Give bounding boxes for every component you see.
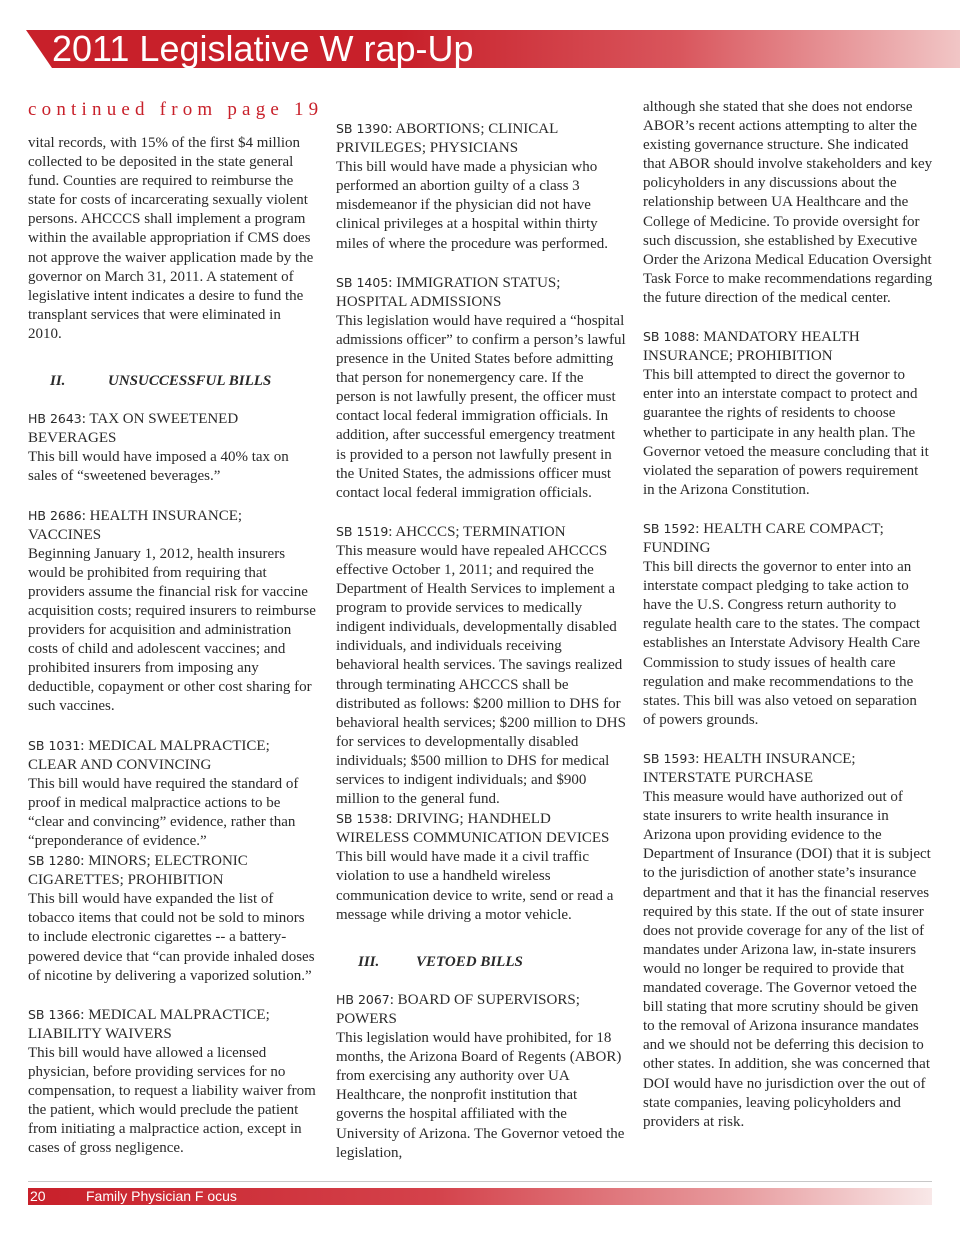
intro-paragraph: although she stated that she does not endorse ABOR’s recent actions attempting to alter the existing governance structure. She indicated that ABOR should involve stakeholders and key policyholders in any discussions about the relationship between UA Healthcare and the College of Medicine. To provide oversight for such discussion, she established by Executive Order the Arizona Medical Education Oversight Task Force to make recommendations regarding the future direction of the medical center. bbox=[643, 99, 933, 306]
bill-heading bbox=[336, 522, 626, 542]
bill-heading bbox=[643, 327, 933, 366]
bill-body: This measure would have repealed AHCCCS effective October 1, 2011; and required the Department of Health Services to implement a program to provide services to medically indigent individuals, developmentally disabled individuals, and individuals receiving behavioral health services. The savings realized through terminating AHCCCS shall be distributed as follows: $200 million to DHS for behavioral health services; $200 million to DHS for services to developmentally disabled individuals; $500 million to DHS for medical services to indigent individuals; and $900 million to the general fund. bbox=[336, 542, 626, 808]
page-title: 2011 Legislative W rap-Up bbox=[52, 28, 474, 69]
bill-heading bbox=[643, 519, 933, 558]
bill-heading bbox=[28, 1005, 318, 1044]
bill-title: : BOARD OF SUPERVISORS; POWERS bbox=[336, 991, 580, 1027]
bill-heading bbox=[336, 273, 626, 312]
bill-body: This legislation would have prohibited, for 18 months, the Arizona Board of Regents (ABOR) from exercising any authority over UA Healthcare, the nonprofit institution that governs the hospital affiliated with the University of Arizona. The Governor vetoed the legislation, bbox=[336, 1030, 625, 1161]
bill-entry bbox=[643, 327, 933, 500]
bill-code: SB 1280 bbox=[28, 853, 81, 869]
continued-paragraph bbox=[643, 98, 933, 308]
bill-body: This legislation would have required a “hospital admissions officer” to confirm a person’s lawful presence in the United States before admitting that person for nonemergency care. If the person is not lawfully present, the officer must contact local federal immigration officials. In addition, after successful emergency treatment is provided to a person not lawfully present in the United States, the admissions officer must contact local federal immigration officials. bbox=[336, 312, 626, 501]
section-title: VETOED BILLS bbox=[416, 953, 523, 970]
section-heading-unsuccessful bbox=[50, 372, 318, 391]
bill-title: : MANDATORY HEALTH INSURANCE; PROHIBITION bbox=[643, 329, 860, 365]
section-title: UNSUCCESSFUL BILLS bbox=[108, 373, 272, 390]
intro-paragraph: vital records, with 15% of the first $4 million collected to be deposited in the state general fund. Counties are required to reimburse the state for costs of incarcerating sexually violent persons. AHCCCS shall implement a program within the available appropriation if CMS does not approve the waiver application made by the governor on March 31, 2011. A statement of legislative intent indicates a desire to fund the transplant services that were eliminated in 2010. bbox=[28, 135, 314, 342]
column-3 bbox=[643, 98, 933, 1151]
bill-code: SB 1592 bbox=[643, 520, 696, 536]
bill-entry bbox=[28, 1005, 318, 1159]
bill-code: SB 1405 bbox=[336, 274, 389, 290]
bill-entry bbox=[28, 736, 318, 852]
bill-entry bbox=[28, 409, 318, 486]
bill-title: : MEDICAL MALPRACTICE; LIABILITY WAIVERS bbox=[28, 1006, 270, 1042]
bill-body: This bill would have made a physician who performed an abortion guilty of a class 3 misdemeanor if the physician did not have clinical privileges at a hospital within thirty miles of where the procedure was performed. bbox=[336, 159, 608, 252]
bill-title: : IMMIGRATION STATUS; HOSPITAL ADMISSIONS bbox=[336, 274, 561, 310]
bill-heading bbox=[643, 749, 933, 788]
bill-code: SB 1088 bbox=[643, 329, 696, 345]
bill-heading bbox=[28, 736, 318, 775]
bill-entry bbox=[28, 851, 318, 986]
bill-entry bbox=[28, 506, 318, 717]
bill-body: This bill would have imposed a 40% tax on sales of “sweetened beverages.” bbox=[28, 449, 289, 485]
bill-heading bbox=[28, 409, 318, 448]
bill-body: This bill directs the governor to enter into an interstate compact pledging to take action to have the U.S. Congress return authority to regulate health care to the states. The compact establishes an Interstate Advisory Health Care Commission to study issues of health care regulation and make recommendations to the states. This bill was also vetoed on separation of powers grounds. bbox=[643, 559, 921, 728]
bill-code: SB 1519 bbox=[336, 523, 389, 539]
page-number: 20 bbox=[30, 1188, 46, 1204]
bill-body: This bill would have required the standard of proof in medical malpractice actions to be “clear and convincing” evidence, rather than “preponderance of evidence.” bbox=[28, 775, 299, 849]
bill-body: This bill attempted to direct the governor to enter into an interstate compact to protect and guarantee the rights of residents to choose whether to participate in any health plan. The Governor vetoed the measure concluding that it violated the separation of powers requirement in the Arizona Constitution. bbox=[643, 367, 929, 498]
bill-body: Beginning January 1, 2012, health insurers would be prohibited from requiring that providers assume the financial risk for vaccine acquisition costs; required insurers to reimburse providers for acquisition and administration costs of child and adolescent vaccines; and prohibited insurers from imposing any deductible, copayment or other cost sharing for such vaccines. bbox=[28, 545, 316, 715]
bill-code: SB 1538 bbox=[336, 811, 389, 827]
bill-heading bbox=[336, 809, 626, 848]
bill-entry bbox=[336, 119, 626, 254]
footer-divider bbox=[28, 1181, 932, 1182]
bill-code: SB 1593 bbox=[643, 750, 696, 766]
bill-heading bbox=[28, 851, 318, 890]
bill-code: SB 1031 bbox=[28, 737, 81, 753]
column-2 bbox=[336, 119, 626, 1182]
bill-entry bbox=[336, 990, 626, 1163]
publication-title: Family Physician F ocus bbox=[86, 1188, 237, 1204]
bill-body: This bill would have made it a civil traffic violation to use a handheld wireless communication device to write, send or read a message while driving a motor vehicle. bbox=[336, 849, 614, 923]
bill-heading bbox=[336, 119, 626, 158]
bill-code: HB 2686 bbox=[28, 507, 82, 523]
section-number: III. bbox=[358, 953, 380, 970]
bill-code: HB 2067 bbox=[336, 991, 390, 1007]
bill-heading bbox=[336, 990, 626, 1029]
bill-body: This bill would have allowed a licensed physician, before providing services for no compensation, to request a liability waiver from the patient, which would preclude the patient from initiating a malpractice action, except in cases of gross negligence. bbox=[28, 1044, 316, 1157]
bill-code: SB 1390 bbox=[336, 121, 389, 136]
bill-entry bbox=[336, 273, 626, 503]
bill-entry bbox=[643, 519, 933, 730]
bill-code: HB 2643 bbox=[28, 411, 82, 427]
bill-title: : AHCCCS; TERMINATION bbox=[388, 523, 566, 540]
bill-entry bbox=[336, 522, 626, 809]
bill-code: SB 1366 bbox=[28, 1006, 81, 1022]
bill-entry bbox=[336, 809, 626, 925]
section-number: II. bbox=[50, 373, 66, 390]
bill-body: This measure would have authorized out of state insurers to write health insurance in Arizona upon providing evidence to the Department of Insurance (DOI) that it is subject to the jurisdiction of another state’s insurance department and that it has the financial reserves required by this state. If the out of state insurer does not provide coverage for any of the list of mandates under Arizona law, in-state insurers would no longer be required to provide that mandated coverage. The Governor vetoed the bill stating that more scrutiny should be given to the removal of Arizona insurance mandates and we should not be deferring this decision to other states. In addition, she was concerned that DOI would have no jurisdiction over the out of state companies, leaving policyholders and providers at risk. bbox=[643, 789, 931, 1130]
bill-title: : HEALTH CARE COMPACT; FUNDING bbox=[643, 520, 884, 556]
bill-title: : MEDICAL MALPRACTICE; CLEAR AND CONVINCING bbox=[28, 737, 270, 773]
bill-title: : HEALTH INSURANCE; VACCINES bbox=[28, 507, 243, 543]
bill-entry bbox=[643, 749, 933, 1132]
section-heading-vetoed bbox=[358, 953, 626, 972]
bill-title: : TAX ON SWEETENED BEVERAGES bbox=[28, 411, 239, 447]
bill-title: : ABORTIONS; CLINICAL PRIVILEGES; PHYSICIANS bbox=[336, 121, 558, 157]
continued-label: continued from page 19 bbox=[28, 99, 324, 120]
bill-title: : DRIVING; HANDHELD WIRELESS COMMUNICATION DEVICES bbox=[336, 811, 610, 847]
bill-heading bbox=[28, 506, 318, 545]
bill-body: This bill would have expanded the list of tobacco items that could not be sold to minors to include electronic cigarettes -- a battery-powered device that “can provide inhaled doses of nicotine by delivering a vaporized solution.” bbox=[28, 891, 315, 984]
bill-title: : HEALTH INSURANCE; INTERSTATE PURCHASE bbox=[643, 750, 856, 786]
column-1 bbox=[28, 98, 324, 1178]
bill-title: : MINORS; ELECTRONIC CIGARETTES; PROHIBITION bbox=[28, 853, 248, 889]
